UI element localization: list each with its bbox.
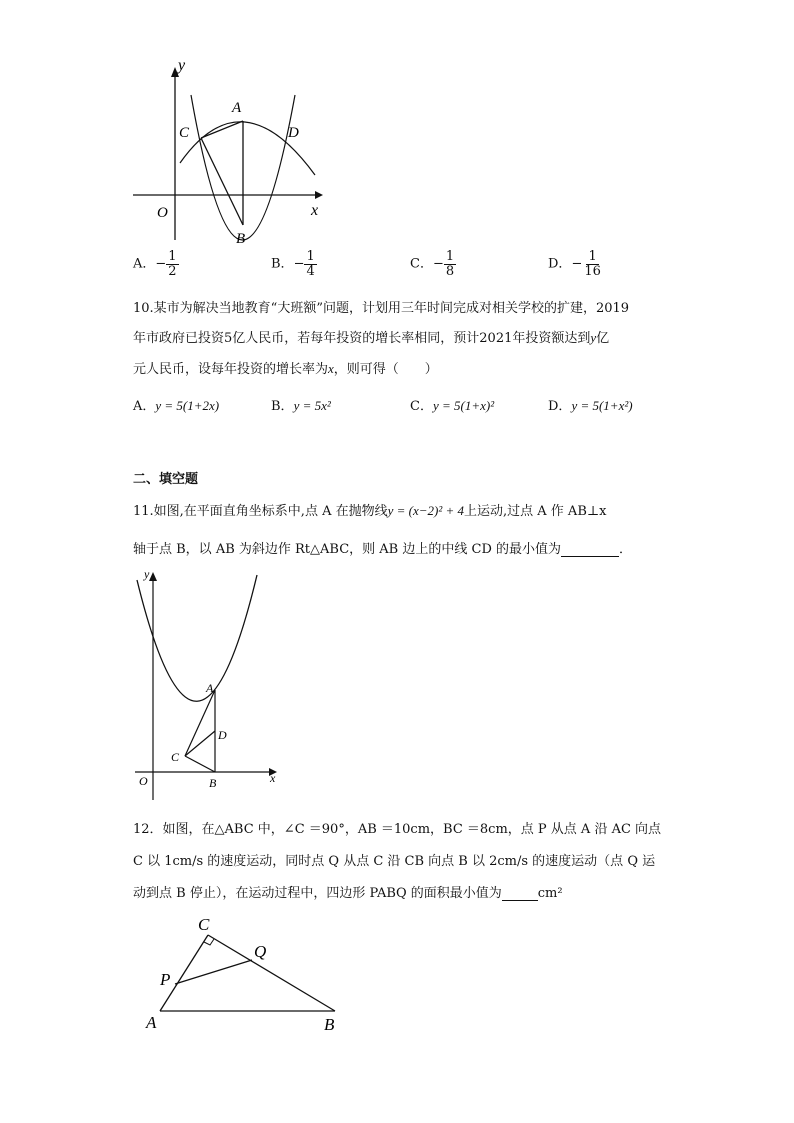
fig3-label-Q: Q — [254, 942, 267, 961]
fig2-label-x: x — [270, 771, 276, 785]
fig1-label-O: O — [157, 205, 168, 221]
fig3-label-B: B — [324, 1015, 335, 1034]
q9-option-a[interactable]: A．− $\frac{1}{2}$ — [133, 249, 177, 279]
q12-answer-blank[interactable] — [502, 886, 538, 901]
q11-line-2: 轴于点 B，以 AB 为斜边作 Rt△ABC，则 AB 边上的中线 CD 的最小值为 ． — [133, 542, 633, 557]
fig2-label-C: C — [171, 750, 180, 764]
figure-2-parabola — [125, 565, 290, 805]
q10-line-3: 元人民币，设每年投资的增长率为x，则可得（ ） — [133, 361, 438, 377]
q12-line-3: 动到点 B 停止），在运动过程中，四边形 PABQ 的面积最小值为 cm² — [133, 886, 563, 901]
fig2-label-A: A — [206, 681, 214, 695]
fig1-label-C: C — [179, 125, 190, 141]
fig3-label-C: C — [198, 915, 210, 934]
q10-line-2: 年市政府已投资5亿人民币，若每年投资的增长率相同，预计2021年投资额达到y亿 — [133, 330, 610, 346]
q10-option-d[interactable]: D．y = 5(1+x²) — [548, 398, 633, 414]
q9-option-d[interactable]: D．− $\frac{1}{16}$ — [548, 249, 601, 279]
fig2-label-D: D — [218, 728, 227, 742]
fig1-label-x: x — [311, 202, 319, 219]
q10-line-1: 10.某市为解决当地教育“大班额”问题，计划用三年时间完成对相关学校的扩建，2019 — [133, 301, 630, 316]
figure-3-triangle — [140, 910, 350, 1040]
q11-line-1: 11.如图,在平面直角坐标系中,点 A 在抛物线y = (x−2)² + 4上运动,过点 A 作 AB⊥x — [133, 503, 607, 519]
fig1-label-A: A — [232, 100, 242, 116]
fig3-label-A: A — [146, 1013, 157, 1032]
figure-1-parabolas — [125, 55, 335, 250]
fig1-label-D: D — [288, 125, 299, 141]
q12-line-2: C 以 1cm/s 的速度运动，同时点 Q 从点 C 沿 CB 向点 B 以 2cm/s 的速度运动（点 Q 运 — [133, 854, 656, 869]
q9-option-c[interactable]: C．− $\frac{1}{8}$ — [410, 249, 455, 279]
q12-line-1: 12．如图，在△ABC 中，∠C ＝90°，AB ＝10cm，BC ＝8cm，点 P 从点 A 沿 AC 向点 — [133, 822, 662, 837]
fig1-label-B: B — [236, 231, 246, 247]
fig2-label-B: B — [209, 776, 217, 790]
section-2-title: 二、填空题 — [133, 472, 199, 487]
fig2-label-y: y — [144, 567, 150, 581]
q11-answer-blank[interactable] — [561, 542, 619, 557]
fig3-label-P: P — [160, 970, 171, 989]
q10-option-b[interactable]: B．y = 5x² — [271, 398, 331, 414]
q9-option-b[interactable]: B．− $\frac{1}{4}$ — [271, 249, 315, 279]
fig1-label-y: y — [178, 57, 186, 74]
q10-option-a[interactable]: A．y = 5(1+2x) — [133, 398, 220, 414]
q10-option-c[interactable]: C．y = 5(1+x)² — [410, 398, 495, 414]
fig2-label-O: O — [139, 774, 148, 788]
